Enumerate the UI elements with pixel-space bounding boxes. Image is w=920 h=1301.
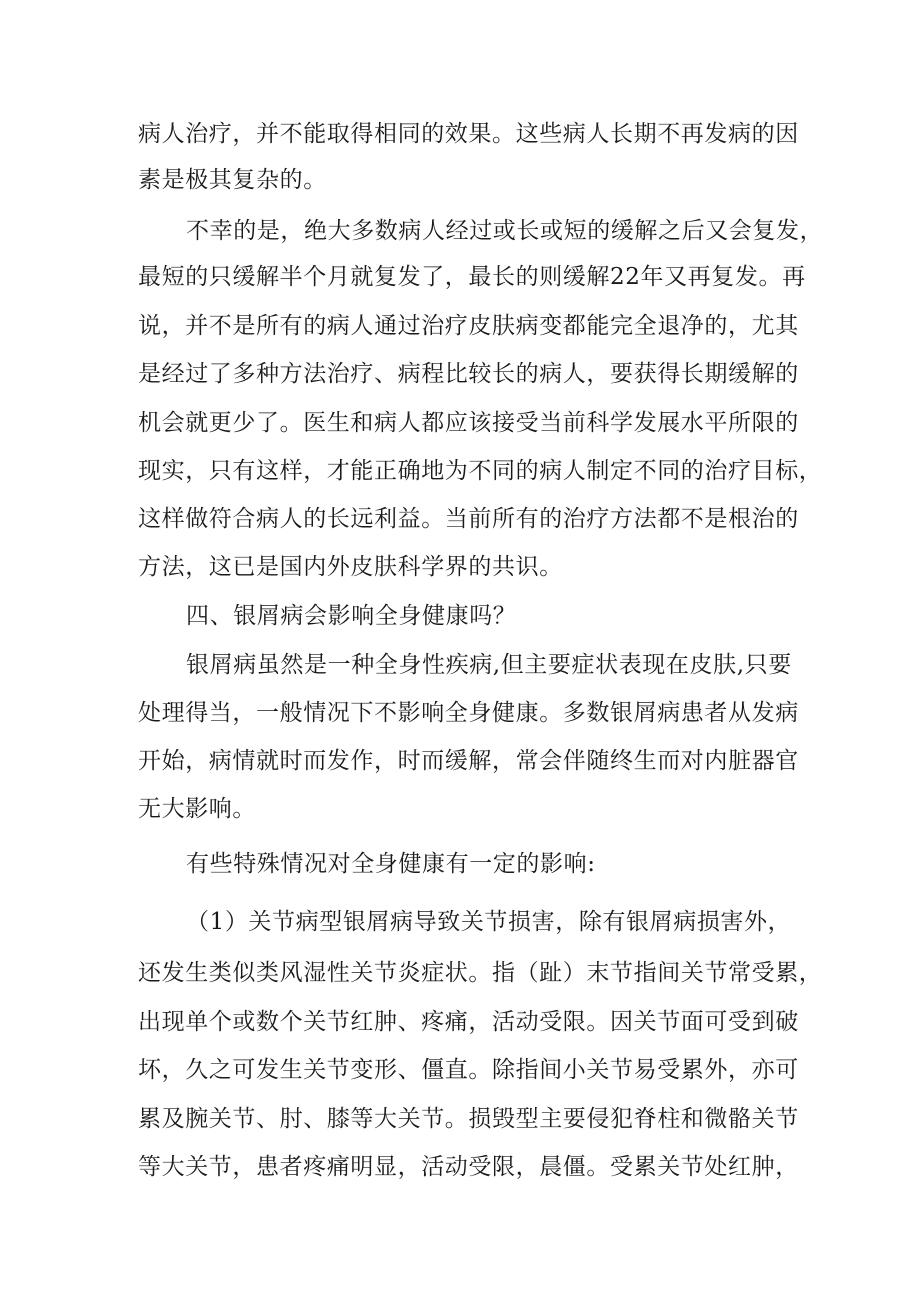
text-line: 无大影响。 (138, 796, 256, 822)
text-line: 机会就更少了。医生和病人都应该接受当前科学发展水平所限的 (138, 410, 799, 436)
text-line: （1）关节病型银屑病导致关节损害，除有银屑病损害外， (186, 909, 792, 935)
text-line: 处理得当，一般情况下不影响全身健康。多数银屑病患者从发病 (138, 700, 799, 726)
text-line: 方法，这已是国内外皮肤科学界的共识。 (138, 554, 563, 580)
text-line: 有些特殊情况对全身健康有一定的影响: (186, 851, 596, 877)
text-line: 累及腕关节、肘、膝等大关节。损毁型主要侵犯脊柱和微骼关节 (138, 1106, 799, 1132)
text-line: 这样做符合病人的长远利益。当前所有的治疗方法都不是根治的 (138, 506, 799, 532)
text-line: 坏，久之可发生关节变形、僵直。除指间小关节易受累外，亦可 (138, 1057, 799, 1083)
section-heading: 四、银屑病会影响全身健康吗？ (186, 603, 517, 629)
text-line: 说，并不是所有的病人通过治疗皮肤病变都能完全退净的，尤其 (138, 313, 799, 339)
text-line: 最短的只缓解半个月就复发了，最长的则缓解22年又再复发。再 (138, 264, 806, 290)
text-line: 开始，病情就时而发作，时而缓解，常会伴随终生而对内脏器官 (138, 748, 799, 774)
text-line: 是经过了多种方法治疗、病程比较长的病人，要获得长期缓解的 (138, 361, 799, 387)
text-line: 等大关节，患者疼痛明显，活动受限，晨僵。受累关节处红肿， (138, 1154, 799, 1180)
text-line: 素是极其复杂的。 (138, 167, 327, 193)
text-line: 还发生类似类风湿性关节炎症状。指（趾）末节指间关节常受累， (138, 960, 823, 986)
text-line: 银屑病虽然是一种全身性疾病,但主要症状表现在皮肤,只要 (186, 652, 792, 678)
text-line: 现实，只有这样，才能正确地为不同的病人制定不同的治疗目标， (138, 458, 823, 484)
text-line: 病人治疗，并不能取得相同的效果。这些病人长期不再发病的因 (138, 121, 799, 147)
text-line: 不幸的是，绝大多数病人经过或长或短的缓解之后又会复发， (186, 218, 824, 244)
text-line: 出现单个或数个关节红肿、疼痛，活动受限。因关节面可受到破 (138, 1009, 799, 1035)
